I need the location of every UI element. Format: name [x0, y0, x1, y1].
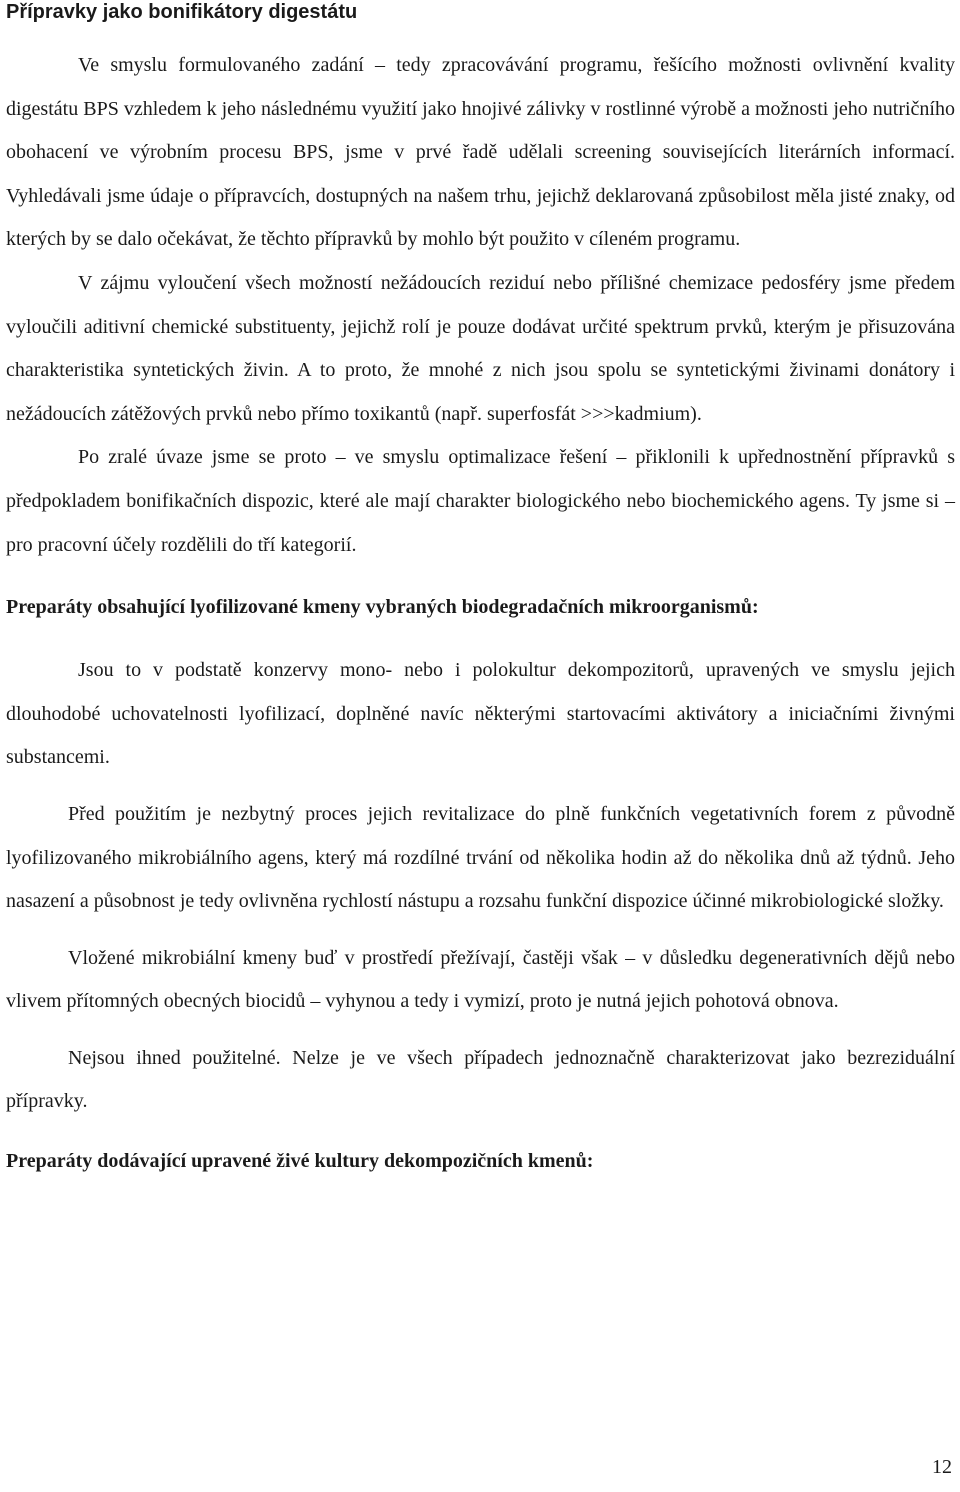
paragraph-revitalization: Před použitím je nezbytný proces jejich revitalizace do plně funkčních vegetativních forem z původně lyofilizovaného mikrobiálního agens, který má rozdílné trvání od několika hodin až do několika dnů až týdnů. Jeho nasazení a působnost je tedy ovlivněna rychlostí nástupu a rozsahu funkční dispozice účinné mikrobiologické složky. [6, 802, 955, 913]
subheading-live-cultures: Preparáty dodávající upravené živé kultury dekompozičních kmenů: [6, 1150, 594, 1173]
paragraph-exclusion: V zájmu vyloučení všech možností nežádoucích reziduí nebo přílišné chemizace pedosféry jsme předem vyloučili aditivní chemické substituenty, jejichž rolí je pouze dodávat určité spektrum prvků, kterým je přisuzována charakteristika syntetických živin. A to proto, že mnohé z nich jsou spolu se syntetickými živinami donátory i nežádoucích zátěžových prvků nebo přímo toxikantů (např. superfosfát >>>kadmium). [6, 271, 955, 425]
paragraph-preference: Po zralé úvaze jsme se proto – ve smyslu optimalizace řešení – přiklonili k upřednostnění přípravků s předpokladem bonifikačních dispozic, které ale mají charakter biologického nebo biochemického agens. Ty jsme si – pro pracovní účely rozdělili do tří kategorií. [6, 446, 955, 556]
document-page [6, 0, 955, 1173]
section-heading: Přípravky jako bonifikátory digestátu [6, 1, 358, 23]
paragraph-survival: Vložené mikrobiální kmeny buď v prostředí přežívají, častěji však – v důsledku degenerativních dějů nebo vlivem přítomných obecných biocidů – vyhynou a tedy i vymizí, proto je nutná jejich pohotová obnova. [6, 946, 955, 1013]
paragraph-not-immediate: Nejsou ihned použitelné. Nelze je ve všech případech jednoznačně charakterizovat jako bezreziduální přípravky. [6, 1046, 955, 1113]
page-number: 12 [932, 1456, 952, 1478]
paragraph-lyophilized-description: Jsou to v podstatě konzervy mono- nebo i polokultur dekompozitorů, upravených ve smyslu jejich dlouhodobé uchovatelnosti lyofilizací, doplněné navíc některými startovacími aktivátory a iniciačními živnými substancemi. [6, 659, 955, 769]
paragraph-intro: Ve smyslu formulovaného zadání – tedy zpracovávání programu, řešícího možnosti ovlivnění kvality digestátu BPS vzhledem k jeho následnému využití jako hnojivé zálivky v rostlinné výrobě a možnosti jeho nutričního obohacení ve výrobním procesu BPS, jsme v prvé řadě udělali screening souvisejících literárních informací. Vyhledávali jsme údaje o přípravcích, dostupných na našem trhu, jejichž deklarovaná způsobilost měla jisté znaky, od kterých by se dalo očekávat, že těchto přípravků by mohlo být použito v cíleném programu. [6, 54, 955, 251]
subheading-lyophilized: Preparáty obsahující lyofilizované kmeny vybraných biodegradačních mikroorganismů: [6, 596, 759, 619]
